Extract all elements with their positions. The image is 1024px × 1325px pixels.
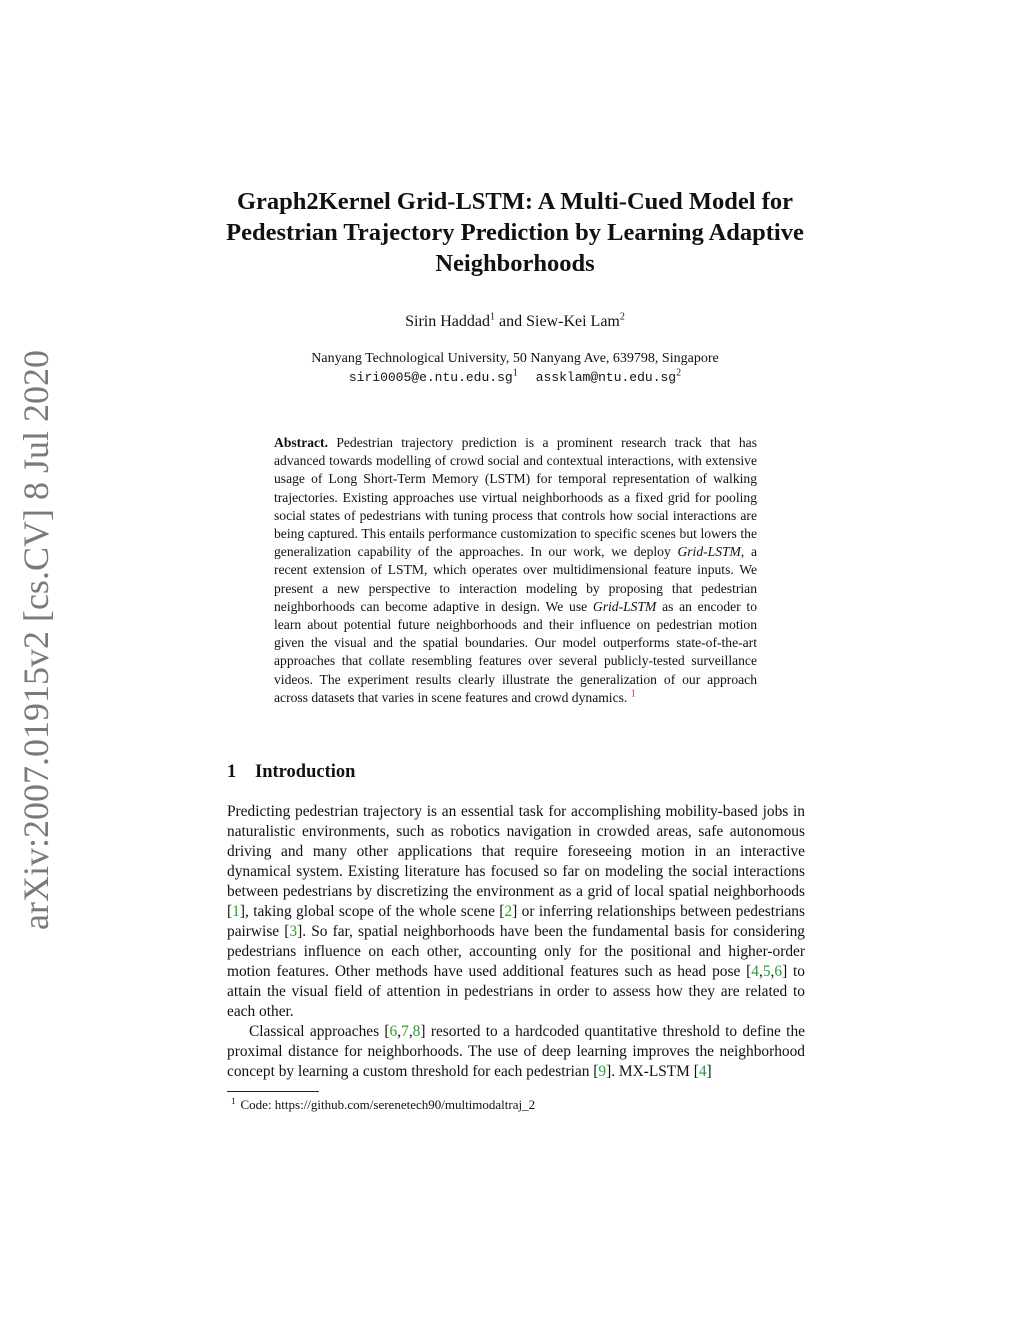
citation-4[interactable]: 4	[751, 963, 759, 980]
intro-p2-text-a: Classical approaches [	[249, 1023, 390, 1040]
citation-4b[interactable]: 4	[698, 1063, 707, 1080]
affiliation-block	[200, 349, 830, 387]
citation-separator: ,	[397, 1023, 402, 1040]
author-1-affil-mark: 1	[490, 311, 495, 323]
citation-7[interactable]: 7	[401, 1023, 409, 1040]
intro-paragraph-2	[227, 1022, 805, 1082]
email-2[interactable]: assklam@ntu.edu.sg	[535, 370, 677, 385]
intro-p2-text-b: ] resorted to a hardcoded quantitative threshold to define the proximal distance for neighborhoods. The use of deep learning improves the neighborhood concept by learning a custom threshold for each pedestrian [	[227, 1023, 805, 1080]
section-heading-introduction	[227, 760, 355, 784]
abstract	[274, 434, 757, 707]
intro-p2-text-d: ]	[706, 1063, 712, 1080]
email-1-mark: 1	[512, 367, 518, 379]
intro-p1-text-b: ], taking global scope of the whole scene [	[239, 903, 505, 920]
email-1[interactable]: siri0005@e.ntu.edu.sg	[348, 370, 513, 385]
citation-5[interactable]: 5	[762, 963, 771, 980]
intro-p1-text-e: ] to attain the visual field of attention in pedestrians in order to assess how they are related to each other.	[227, 963, 806, 1020]
citation-separator: ,	[408, 1023, 413, 1040]
citation-1[interactable]: 1	[232, 903, 240, 920]
citation-separator: ,	[758, 963, 763, 980]
paper-title: Graph2Kernel Grid-LSTM: A Multi-Cued Model for Pedestrian Trajectory Prediction by Learning Adaptive Neighborhoods	[226, 188, 804, 277]
intro-p1-text-d: ]. So far, spatial neighborhoods have been the fundamental basis for considering pedestrians influence on each other, accounting only for the positional and higher-order motion features. Other methods have used additional features such as head pose [	[227, 923, 805, 980]
section-number: 1	[227, 762, 237, 782]
abstract-term-grid-lstm-2: Grid-LSTM	[592, 598, 657, 614]
footnote	[227, 1096, 805, 1113]
abstract-text-1: Pedestrian trajectory prediction is a prominent research track that has advanced towards modelling of crowd social and contextual interactions, with extensive usage of Long Short-Term Memory (LSTM) for temporal representation of walking trajectories. Existing approaches use virtual neighborhoods as a fixed grid for pooling social states of pedestrians with tuning process that controls how social interactions are being captured. This entails performance customization to specific scenes but lowers the generalization capability of the approaches. In our work, we deploy	[274, 435, 757, 560]
author-conjunction: and	[499, 313, 523, 330]
author-line	[200, 312, 830, 332]
abstract-label: Abstract.	[274, 435, 328, 450]
citation-separator: ,	[770, 963, 775, 980]
affiliation: Nanyang Technological University, 50 Nanyang Ave, 639798, Singapore	[311, 351, 719, 366]
intro-p1-text-c: ] or inferring relationships between pedestrians pairwise [	[227, 903, 805, 940]
intro-p2-text-c: ]. MX-LSTM [	[606, 1063, 699, 1080]
citation-9[interactable]: 9	[598, 1063, 607, 1080]
email-line	[200, 368, 830, 387]
arxiv-stamp: arXiv:2007.01915v2 [cs.CV] 8 Jul 2020	[16, 350, 56, 930]
abstract-term-grid-lstm-1: Grid-LSTM	[677, 544, 741, 560]
author-2-affil-mark: 2	[619, 311, 625, 323]
author-1: Sirin Haddad	[405, 313, 490, 330]
email-2-mark: 2	[676, 367, 682, 379]
section-title: Introduction	[255, 762, 356, 782]
intro-p1-text-a: Predicting pedestrian trajectory is an essential task for accomplishing mobility-based jobs in naturalistic environments, such as robotics navigation in crowded areas, safe autonomous driving and many other applications that require foreseeing motion in an interactive dynamical system. Existing literature has focused so far on modeling the social interactions between pedestrians by discretizing the environment as a grid of local spatial neighborhoods [	[227, 803, 805, 920]
footnote-mark: 1	[231, 1095, 236, 1106]
abstract-text-2: , a recent extension of LSTM, which operates over multidimensional feature inputs. We present a new perspective to interaction modeling by proposing that pedestrian neighborhoods can become adaptive in design. We use	[274, 544, 757, 614]
citation-6[interactable]: 6	[774, 963, 783, 980]
footnote-rule	[227, 1091, 319, 1092]
intro-paragraph-1	[227, 802, 805, 1022]
abstract-text-3: as an encoder to learn about potential future neighborhoods and their influence on pedestrian motion given the visual and the spatial boundaries. Our model outperforms state-of-the-art approaches that collate resembling features over several publicly-tested surveillance videos. The experiment results clearly illustrate the generalization of our approach across datasets that varies in scene features and crowd dynamics.	[274, 598, 757, 705]
footnote-text[interactable]: Code: https://github.com/serenetech90/multimodaltraj_2	[240, 1097, 536, 1112]
author-2: Siew-Kei Lam	[526, 313, 620, 330]
citation-2[interactable]: 2	[504, 903, 513, 920]
citation-6b[interactable]: 6	[389, 1023, 398, 1040]
citation-8[interactable]: 8	[412, 1023, 421, 1040]
citation-3[interactable]: 3	[289, 923, 298, 940]
abstract-footnote-ref[interactable]: 1	[630, 688, 636, 700]
introduction-body	[227, 802, 805, 1082]
